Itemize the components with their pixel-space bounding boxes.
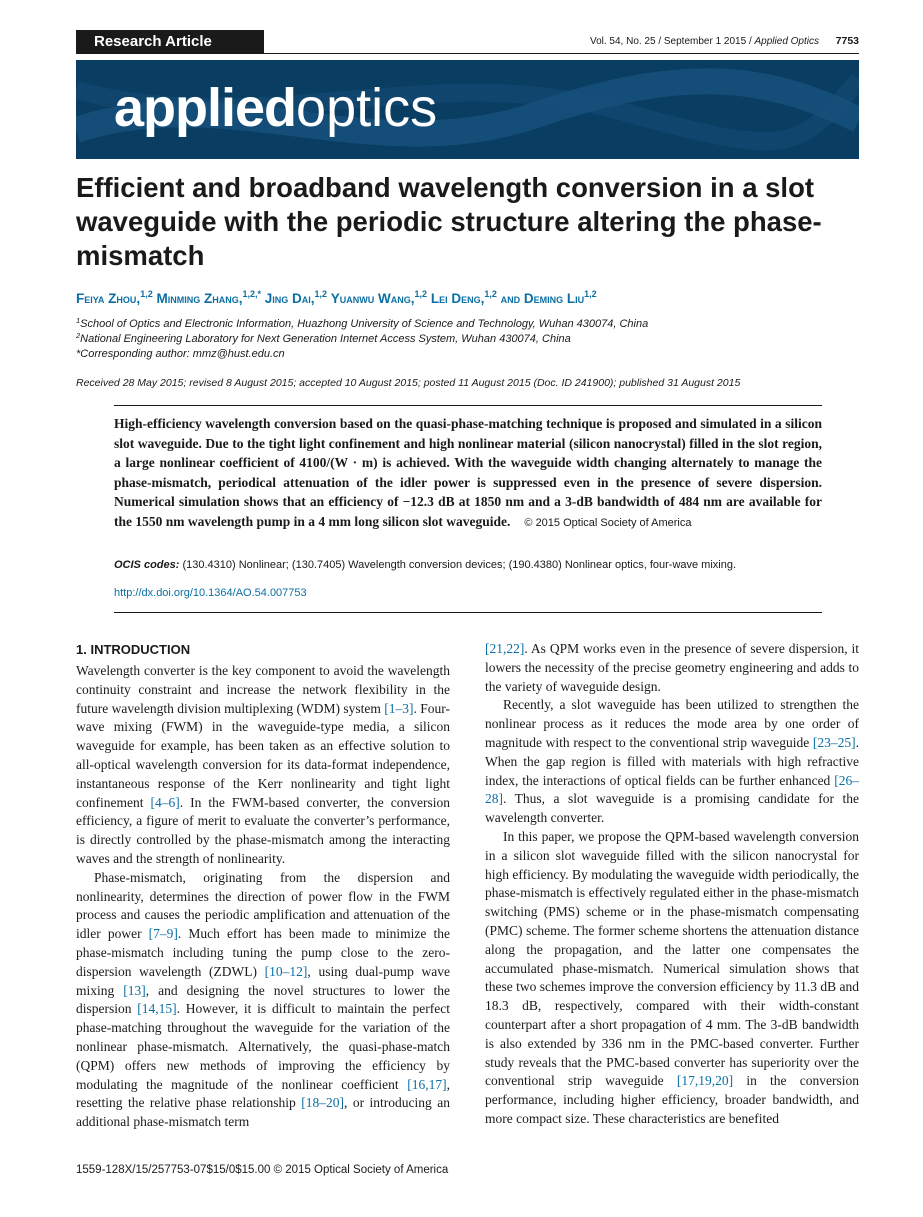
abstract-top-rule xyxy=(114,405,822,406)
author-list xyxy=(76,288,859,310)
citation-link[interactable]: [1–3] xyxy=(384,700,414,716)
citation-link[interactable]: [10–12] xyxy=(264,963,308,979)
paragraph-text: Phase-mismatch, originating from the dispersion and nonlinearity, determines the direction of power flow in the FWM process and causes the periodic amplification and attenuation of the idler power xyxy=(76,869,450,942)
citation-link[interactable]: [13] xyxy=(123,982,146,998)
ocis-label: OCIS codes: xyxy=(114,559,180,571)
citation-link[interactable]: [18–20] xyxy=(301,1095,344,1111)
citation-link[interactable]: [26–28] xyxy=(485,772,859,807)
right-column xyxy=(485,640,859,1129)
affiliation-marker: 2 xyxy=(76,331,81,340)
abstract xyxy=(114,414,822,533)
paragraph xyxy=(76,869,450,1132)
journal-name: Applied Optics xyxy=(754,36,819,47)
author-affiliation-marker: 1,2 xyxy=(314,289,328,299)
paragraph-text: . When the gap region is filled with materials with high refractive index, the interactions of optical fields can be further enhanced xyxy=(485,734,859,788)
paragraph-text: Wavelength converter is the key component to avoid the wavelength continuity constraint and increase the network flexibility in the future wavelength division multiplexing (WDM) system xyxy=(76,663,450,716)
author-name: Jing Dai, xyxy=(264,291,315,306)
citation-link[interactable]: [23–25] xyxy=(812,734,856,750)
abstract-bottom-rule xyxy=(114,612,822,613)
abstract-copyright: © 2015 Optical Society of America xyxy=(524,516,692,529)
corresponding-author-text: *Corresponding author: mmz@hust.edu.cn xyxy=(76,348,285,360)
logo-bold-part: applied xyxy=(114,78,297,138)
journal-info xyxy=(274,35,819,49)
journal-logo xyxy=(114,74,437,142)
affiliation-1 xyxy=(76,317,859,332)
ocis-text: (130.4310) Nonlinear; (130.7405) Wavelength conversion devices; (190.4380) Nonlinear optics, four-wave mixing. xyxy=(179,559,737,571)
footer-copyright: 1559-128X/15/257753-07$15/0$15.00 © 2015 Optical Society of America xyxy=(76,1164,449,1176)
section-heading: 1. INTRODUCTION xyxy=(76,642,191,657)
author-name: Deming Liu xyxy=(523,291,585,306)
author-affiliation-marker: 1,2 xyxy=(484,289,497,299)
left-column xyxy=(76,662,450,1132)
paragraph-text: . As QPM works even in the presence of severe dispersion, it lowers the necessity of the precise geometry engineering and adds to the variety of waveguide design. xyxy=(485,641,859,694)
abstract-text: High-efficiency wavelength conversion based on the quasi-phase-matching technique is proposed and simulated in a silicon slot waveguide. Due to the tight light confinement and high nonlinear material (silicon nanocrystal) filled in the slot region, a large nonlinear coefficient of 4100/(W · m) is achieved. With the waveguide width changing alternately to manage the phase-mismatch, periodical attenuation of the idler power is suppressed even in the presence of severe dispersion. Numerical simulation shows that an efficiency of −12.3 dB at 1850 nm and a 3-dB bandwidth of 484 nm are available for the 1550 nm wavelength pump in a 4 mm long silicon slot waveguide. xyxy=(114,416,822,529)
page-number: 7753 xyxy=(835,35,859,47)
header-rule xyxy=(264,53,859,54)
paragraph-text: in the conversion performance, including higher efficiency, broader bandwidth, and more compact size. These characteristics are benefited xyxy=(485,1073,859,1126)
author-name: and xyxy=(500,291,521,306)
running-header xyxy=(76,30,859,54)
paragraph-text: . Four-wave mixing (FWM) in the waveguide-type media, a silicon waveguide for example, has been taken as an effective solution to all-optical wavelength conversion for its data-format independence, instantaneous response of the Kerr nonlinearity and tight light confinement xyxy=(76,700,451,810)
citation-link[interactable]: [16,17] xyxy=(407,1076,447,1092)
paragraph-text: , resetting the relative phase relationship xyxy=(76,1076,450,1111)
paragraph-text: Recently, a slot waveguide has been utilized to strengthen the nonlinear process as it reduces the mode area by one order of magnitude with respect to the conventional strip waveguide xyxy=(485,697,859,750)
ocis-codes xyxy=(114,558,822,572)
corresponding-author xyxy=(76,347,859,362)
paragraph-text: , or introducing an additional phase-mismatch term xyxy=(76,1095,450,1130)
paragraph-text: . Much effort has been made to minimize the phase-mismatch including tuning the pump close to the zero-dispersion wavelength (ZDWL) xyxy=(76,926,450,979)
article-title: Efficient and broadband wavelength conversion in a slot waveguide with the periodic structure altering the phase-mismatch xyxy=(76,172,822,271)
paragraph-text: In this paper, we propose the QPM-based wavelength conversion in a silicon slot waveguide filled with the silicon nanocrystal for high efficiency. By modulating the waveguide width periodically, the phase-mismatch is effectively regulated either in the phase-mismatch switching (PMS) scheme or in the phase-mismatch compensating (PMC) scheme. The former scheme shortens the attenuation distance along the propagation, and the latter one compensates the accumulated phase-mismatch. Numerical simulation shows that these two schemes improve the conversion efficiency by 11.3 dB and 18.3 dB, respectively, compared with their width-constant counterpart after a short propagation of 4 mm. The 3-dB bandwidth is also extended by 336 nm in the PMC-based converter. Further study reveals that the PMC-based converter has superiority over the conventional strip waveguide xyxy=(485,828,859,1089)
author-affiliation-marker: 1,2 xyxy=(584,289,597,299)
journal-info-prefix: Vol. 54, No. 25 / September 1 2015 / xyxy=(589,36,755,47)
paragraph xyxy=(485,696,859,828)
affiliation-2 xyxy=(76,332,859,347)
citation-link[interactable]: [17,19,20] xyxy=(676,1073,734,1089)
affiliation-marker: 1 xyxy=(76,316,81,325)
author-name: Yuanwu Wang, xyxy=(330,291,415,306)
paragraph-text: , and designing the novel structures to lower the dispersion xyxy=(76,982,450,1017)
journal-banner xyxy=(76,60,859,159)
paragraph-text: , using dual-pump wave mixing xyxy=(76,963,450,998)
author-name: Feiya Zhou, xyxy=(76,291,141,306)
paragraph-text: . In the FWM-based converter, the conversion efficiency, a figure of merit to evaluate the converter’s performance, is directly controlled by the phase-mismatch among the interacting waves and the strength of nonlinearity. xyxy=(76,794,450,866)
citation-link[interactable]: [7–9] xyxy=(148,926,178,942)
paragraph xyxy=(485,828,859,1129)
logo-light-part: optics xyxy=(296,78,438,138)
citation-link[interactable]: [4–6] xyxy=(150,794,180,810)
paragraph-text: . Thus, a slot waveguide is a promising candidate for the wavelength converter. xyxy=(485,791,859,826)
paragraph-text: . However, it is difficult to maintain the perfect phase-matching throughout the waveguide for the variation of the nonlinear phase-mismatch. Alternatively, the quasi-phase-match (QPM) offers new methods of improving the efficiency by modulating the magnitude of the nonlinear coefficient xyxy=(76,1001,450,1092)
citation-link[interactable]: [21,22] xyxy=(485,641,525,656)
author-name: Minming Zhang, xyxy=(156,291,243,306)
paragraph xyxy=(485,640,859,696)
received-dates: Received 28 May 2015; revised 8 August 2015; accepted 10 August 2015; posted 11 August 2015 (Doc. ID 241900); published 31 August 2015 xyxy=(76,377,741,389)
author-affiliation-marker: 1,2 xyxy=(140,289,153,299)
article-type-badge: Research Article xyxy=(76,30,264,54)
author-affiliation-marker: 1,2 xyxy=(414,289,428,299)
citation-link[interactable]: [14,15] xyxy=(137,1001,177,1017)
paragraph xyxy=(76,662,450,869)
author-name: Lei Deng, xyxy=(430,291,485,306)
affiliation-text: National Engineering Laboratory for Next Generation Internet Access System, Wuhan 430074, China xyxy=(80,333,571,345)
doi-link[interactable]: http://dx.doi.org/10.1364/AO.54.007753 xyxy=(114,587,307,599)
affiliation-text: School of Optics and Electronic Information, Huazhong University of Science and Technology, Wuhan 430074, China xyxy=(80,318,649,330)
author-affiliation-marker: 1,2,* xyxy=(242,289,261,299)
